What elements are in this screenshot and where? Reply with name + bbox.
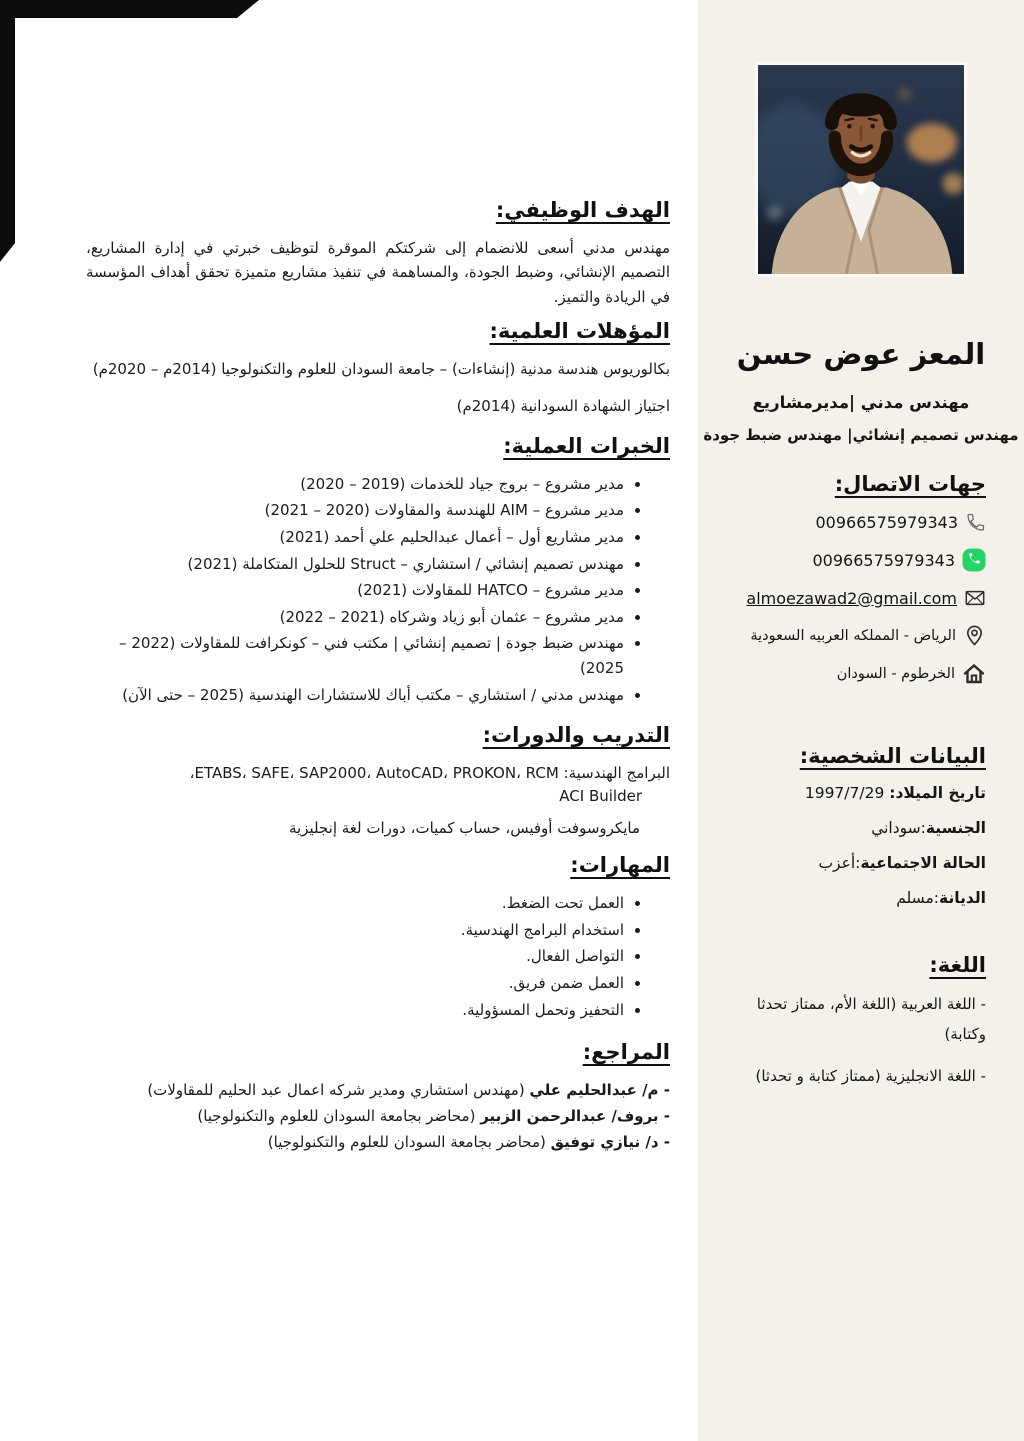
religion-label: الديانة bbox=[939, 889, 986, 907]
objective-text: مهندس مدني أسعى للانضمام إلى شركتكم الموقرة لتوظيف خبرتي في إدارة المشاريع، التصميم الإنشائي، وضبط الجودة، والمساهمة في تنفيذ مشاريع متميزة تحقق أهداف المؤسسة في الريادة والتميز. bbox=[86, 239, 670, 306]
education-header: المؤهلات العلمية: bbox=[489, 318, 670, 343]
reference-item bbox=[86, 1078, 670, 1104]
reference-name: - د/ نيازي توفيق bbox=[550, 1132, 670, 1151]
training-software-line: البرامج الهندسية: ETABS، SAFE، SAP2000، AutoCAD، PROKON، RCM، bbox=[189, 764, 670, 783]
training-software-line2: ACI Builder bbox=[559, 787, 642, 806]
skills-header: المهارات: bbox=[570, 853, 670, 878]
profile-photo bbox=[755, 62, 967, 277]
contact-list bbox=[698, 512, 1024, 686]
reference-item bbox=[86, 1130, 670, 1156]
training-courses-line: مايكروسوفت أوفيس، حساب كميات، دورات لغة إنجليزية bbox=[288, 819, 640, 838]
experience-item: • مهندس تصميم إنشائي / استشاري – Struct للحلول المتكاملة (2021) bbox=[86, 552, 624, 577]
email-icon bbox=[964, 587, 986, 609]
nationality-label: الجنسية bbox=[925, 819, 986, 837]
birthdate-value: 1997/7/29 bbox=[804, 784, 885, 802]
candidate-title-secondary: مهندس تصميم إنشائي| مهندس ضبط جودة bbox=[703, 426, 1019, 444]
experience-item: • مدير مشروع – AIM للهندسة والمقاولات (2020 – 2021) bbox=[86, 498, 624, 523]
skill-item: • استخدام البرامج الهندسية. bbox=[86, 918, 624, 943]
reference-desc: (مهندس استشاري ومدير شركه اعمال عبد الحليم للمقاولات) bbox=[147, 1081, 530, 1100]
education-item: اجتياز الشهادة السودانية (2014م) bbox=[456, 397, 670, 416]
experience-item: • مهندس مدني / استشاري – مكتب أباك للاستشارات الهندسية (2025 – حتى الآن) bbox=[86, 683, 624, 708]
whatsapp-number: 00966575979343 bbox=[812, 550, 955, 570]
email-link[interactable]: almoezawad2@gmail.com bbox=[746, 588, 957, 608]
location-text: الرياض - المملكه العربيه السعودية bbox=[750, 627, 956, 644]
religion-value: :مسلم bbox=[896, 889, 940, 907]
skill-item: • التواصل الفعال. bbox=[86, 944, 624, 969]
experience-item: • مدير مشروع – عثمان أبو زياد وشركاه (2021 – 2022) bbox=[86, 605, 624, 630]
marital-status-row bbox=[720, 854, 986, 872]
personal-data-section bbox=[698, 744, 1024, 907]
portrait-illustration bbox=[758, 65, 964, 274]
phone-icon bbox=[965, 512, 986, 533]
main-content bbox=[86, 198, 670, 1156]
location-pin-icon bbox=[963, 624, 986, 647]
birthdate-label: تاريخ الميلاد: bbox=[889, 784, 986, 802]
reference-desc: (محاضر بجامعة السودان للعلوم والتكنولوجيا) bbox=[197, 1107, 481, 1125]
language-section-header: اللغة: bbox=[929, 953, 986, 977]
contact-section-header: جهات الاتصال: bbox=[834, 472, 986, 496]
personal-section-header: البيانات الشخصية: bbox=[799, 744, 986, 768]
whatsapp-icon bbox=[962, 548, 986, 572]
contact-row-home bbox=[720, 662, 986, 686]
skill-item: • العمل تحت الضغط. bbox=[86, 891, 624, 916]
contact-row-whatsapp bbox=[720, 548, 986, 572]
contact-row-location bbox=[720, 624, 986, 647]
skill-item: • العمل ضمن فريق. bbox=[86, 971, 624, 996]
religion-row bbox=[720, 889, 986, 907]
home-city-text: الخرطوم - السودان bbox=[836, 666, 955, 682]
contact-row-phone bbox=[720, 512, 986, 533]
candidate-title-primary: مهندس مدني |مديرمشاريع bbox=[752, 393, 970, 412]
language-section bbox=[698, 953, 1024, 1091]
language-item-arabic: - اللغة العربية (اللغة الأم، ممتاز تحدثا وكتابة) bbox=[756, 995, 986, 1043]
reference-desc: (محاضر بجامعة السودان للعلوم والتكنولوجيا) bbox=[267, 1132, 551, 1151]
experience-item: • مدير مشروع – HATCO للمقاولات (2021) bbox=[86, 578, 624, 603]
marital-status-value: :أعزب bbox=[818, 854, 861, 872]
phone-number: 00966575979343 bbox=[815, 513, 958, 532]
experience-header: الخبرات العملية: bbox=[503, 433, 670, 458]
reference-item bbox=[86, 1104, 670, 1130]
training-header: التدريب والدورات: bbox=[482, 723, 670, 748]
language-item-english: - اللغة الانجليزية (ممتاز كتابة و تحدثا) bbox=[755, 1067, 986, 1085]
nationality-value: :سوداني bbox=[871, 819, 926, 837]
skills-list bbox=[86, 891, 670, 1022]
objective-header: الهدف الوظيفي: bbox=[495, 198, 670, 222]
experience-item: • مهندس ضبط جودة | تصميم إنشائي | مكتب فني – كونكرافت للمقاولات (2022 – 2025) bbox=[86, 631, 624, 680]
experience-item: • مدير مشروع – بروج جياد للخدمات (2019 – 2020) bbox=[86, 472, 624, 497]
home-icon bbox=[962, 662, 986, 686]
education-item: بكالوريوس هندسة مدنية (إنشاءات) – جامعة السودان للعلوم والتكنولوجيا (2014م – 2020م) bbox=[92, 359, 670, 378]
contact-row-email bbox=[720, 587, 986, 609]
reference-name: - م/ عبدالحليم علي bbox=[529, 1081, 670, 1100]
sidebar bbox=[698, 0, 1024, 1441]
skill-item: • التحفيز وتحمل المسؤولية. bbox=[86, 998, 624, 1023]
marital-status-label: الحالة الاجتماعية bbox=[860, 854, 986, 872]
references-header: المراجع: bbox=[582, 1040, 670, 1065]
birthdate-row bbox=[720, 784, 986, 802]
candidate-name: المعز عوض حسن bbox=[736, 337, 986, 371]
experience-list bbox=[86, 472, 670, 707]
experience-item: • مدير مشاريع أول – أعمال عبدالحليم علي أحمد (2021) bbox=[86, 525, 624, 550]
reference-name: - بروف/ عبدالرحمن الزبير bbox=[480, 1107, 670, 1125]
nationality-row bbox=[720, 819, 986, 837]
